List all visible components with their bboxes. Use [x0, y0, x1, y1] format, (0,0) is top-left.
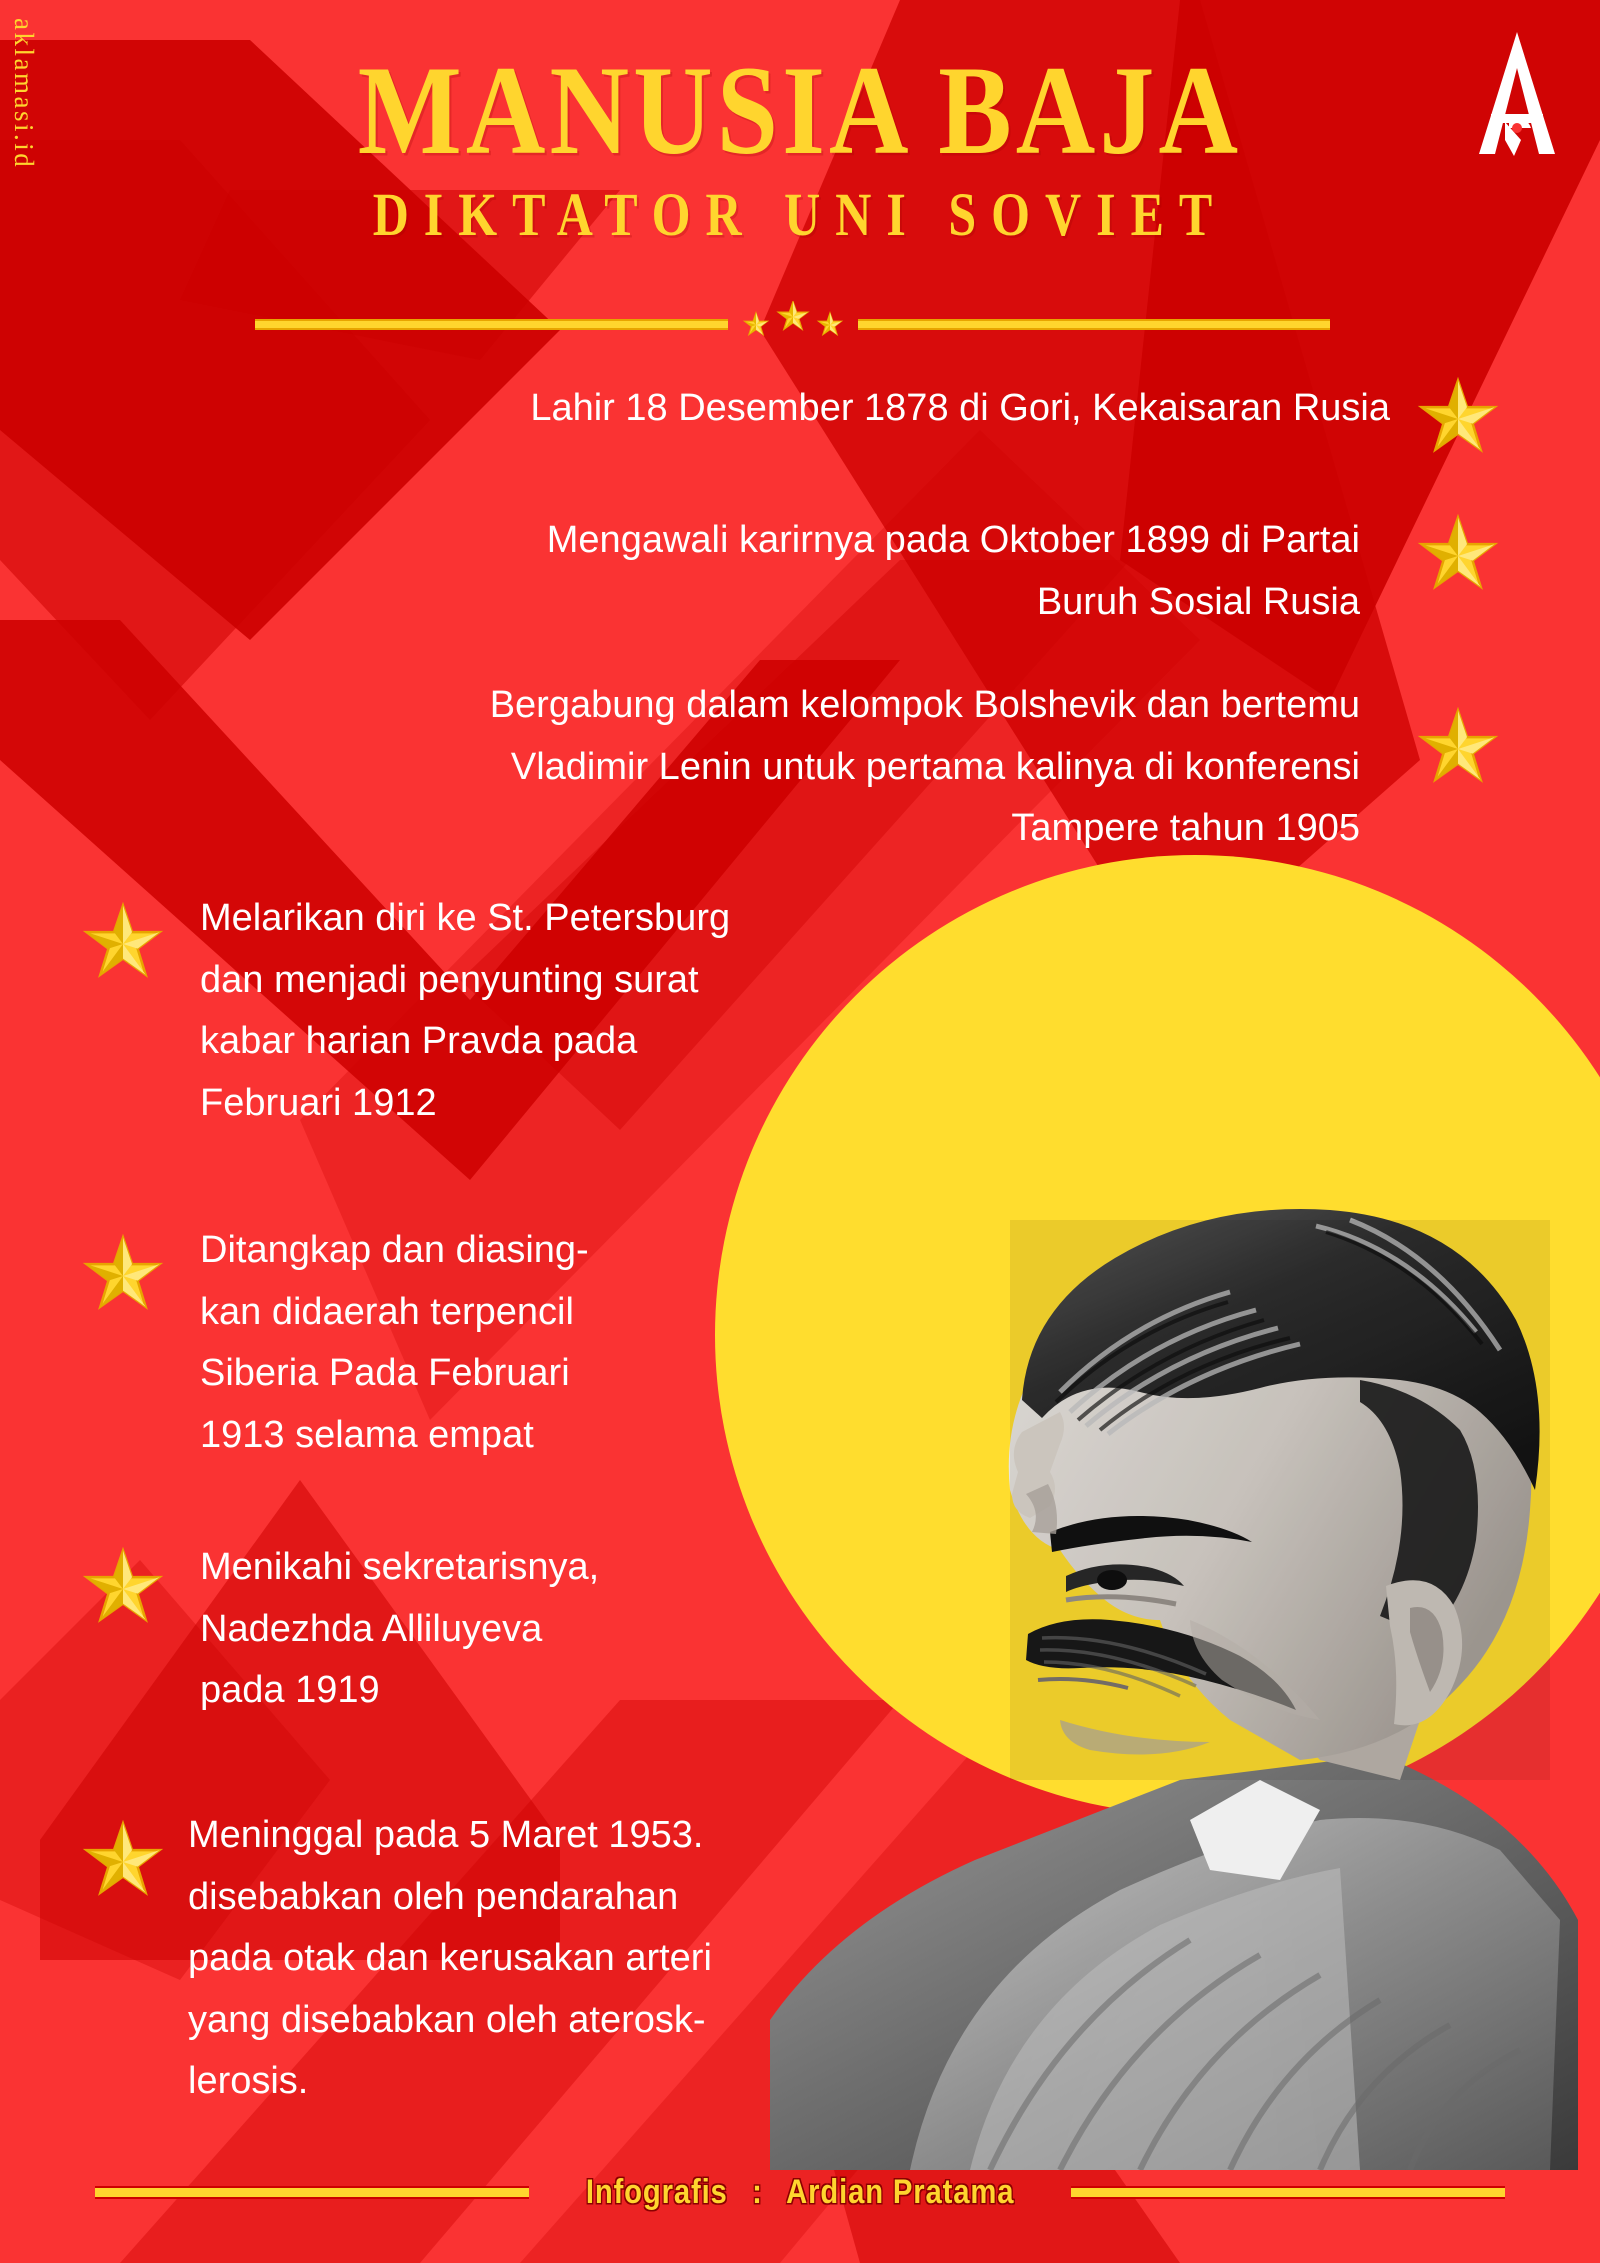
timeline-line: Mengawali karirnya pada Oktober 1899 di Partai	[546, 519, 1360, 561]
timeline-line: Menikahi sekretarisnya,	[200, 1546, 600, 1588]
timeline-line: disebabkan oleh pendarahan	[188, 1875, 679, 1918]
timeline-line: Buruh Sosial Rusia	[1036, 580, 1360, 623]
site-watermark: aklamasi.id	[9, 18, 39, 170]
timeline-line: pada otak dan kerusakan arteri	[188, 1937, 712, 1980]
page-subtitle: DIKTATOR UNI SOVIET	[372, 180, 1228, 249]
timeline-entry-exile	[200, 1220, 900, 1466]
timeline-line: Februari 1912	[200, 1081, 437, 1124]
timeline-entry-birth	[180, 378, 1390, 440]
divider-rule-left	[255, 319, 728, 330]
timeline-line: kabar harian Pravda pada	[200, 1020, 638, 1063]
timeline-line: Lahir 18 Desember 1878 di Gori, Kekaisaran Rusia	[530, 387, 1390, 429]
star-bullet-icon-death	[80, 1818, 166, 1909]
timeline-line: Nadezhda Alliluyeva	[200, 1607, 543, 1650]
timeline-line: 1913 selama empat	[200, 1413, 534, 1456]
star-bullet-icon-career-start	[1415, 512, 1501, 603]
timeline-line: pada 1919	[200, 1669, 380, 1712]
timeline-line: Melarikan diri ke St. Petersburg	[200, 897, 731, 939]
star-bullet-icon-marriage	[80, 1545, 166, 1636]
timeline-entry-career-start	[180, 510, 1360, 633]
footer-rule-right	[1071, 2186, 1505, 2199]
timeline-line: lerosis.	[188, 2060, 309, 2103]
star-bullet-icon-pravda	[80, 900, 166, 991]
timeline-line: Tampere tahun 1905	[1011, 807, 1360, 850]
star-bullet-icon-bolshevik	[1415, 705, 1501, 796]
timeline-line: Vladimir Lenin untuk pertama kalinya di konferensi	[510, 745, 1360, 788]
timeline-line: dan menjadi penyunting surat	[200, 958, 699, 1001]
divider-rule-right	[858, 319, 1331, 330]
footer-credit	[586, 2173, 1014, 2212]
star-bullet-icon-birth	[1415, 375, 1501, 466]
star-bullet-icon-exile	[80, 1232, 166, 1323]
timeline-entry-death	[188, 1805, 968, 2113]
footer-credit-author: Ardian Pratama	[786, 2172, 1015, 2211]
three-stars-divider	[255, 300, 1330, 348]
timeline-entry-pravda	[200, 888, 940, 1134]
timeline-entry-bolshevik	[150, 675, 1360, 860]
timeline-line: Meninggal pada 5 Maret 1953.	[188, 1814, 704, 1856]
timeline-line: Bergabung dalam kelompok Bolshevik dan bertemu	[489, 684, 1360, 726]
footer-credit-label: Infografis	[585, 2172, 728, 2211]
footer-credit-separator: :	[752, 2172, 763, 2211]
timeline-line: kan didaerah terpencil	[200, 1290, 574, 1333]
footer-rule-left	[95, 2186, 529, 2199]
timeline-line: Ditangkap dan diasing-	[200, 1229, 589, 1271]
timeline-line: Siberia Pada Februari	[200, 1352, 570, 1395]
timeline-line: yang disebabkan oleh aterosk-	[188, 1998, 706, 2041]
page-title: MANUSIA BAJA	[357, 40, 1243, 182]
divider-star-group	[728, 301, 858, 347]
footer-credit-bar	[0, 2169, 1600, 2215]
timeline-entry-marriage	[200, 1537, 900, 1722]
